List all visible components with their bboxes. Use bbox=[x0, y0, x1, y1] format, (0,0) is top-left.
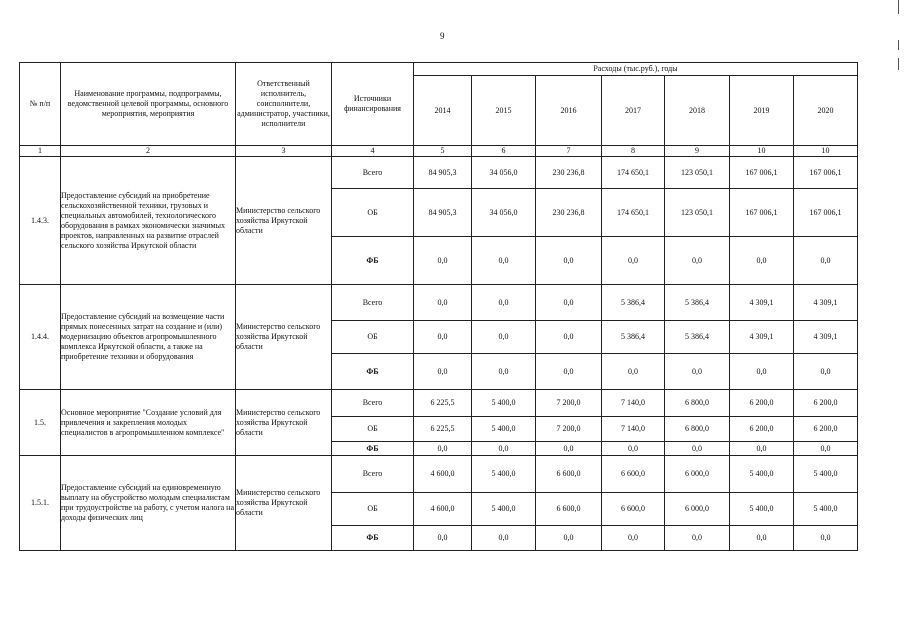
column-number: 1 bbox=[20, 146, 61, 157]
value-cell: 0,0 bbox=[602, 442, 665, 456]
scan-edge-mark bbox=[898, 0, 899, 14]
value-cell: 0,0 bbox=[665, 354, 730, 390]
value-cell: 0,0 bbox=[472, 442, 536, 456]
value-cell: 167 006,1 bbox=[730, 189, 794, 237]
value-cell: 5 400,0 bbox=[794, 493, 858, 526]
header-source: Источники финансирования bbox=[332, 63, 414, 146]
value-cell: 6 200,0 bbox=[794, 390, 858, 417]
source-label: ФБ bbox=[332, 442, 414, 456]
value-cell: 7 200,0 bbox=[536, 417, 602, 442]
value-cell: 230 236,8 bbox=[536, 157, 602, 189]
value-cell: 0,0 bbox=[414, 237, 472, 285]
value-cell: 230 236,8 bbox=[536, 189, 602, 237]
row-index: 1.4.3. bbox=[20, 157, 61, 285]
value-cell: 6 200,0 bbox=[730, 390, 794, 417]
value-cell: 0,0 bbox=[794, 526, 858, 551]
value-cell: 5 400,0 bbox=[472, 456, 536, 493]
column-number: 2 bbox=[61, 146, 236, 157]
value-cell: 0,0 bbox=[414, 285, 472, 321]
value-cell: 0,0 bbox=[536, 285, 602, 321]
header-year: 2015 bbox=[472, 76, 536, 146]
value-cell: 0,0 bbox=[794, 354, 858, 390]
value-cell: 6 600,0 bbox=[536, 456, 602, 493]
column-number: 8 bbox=[602, 146, 665, 157]
value-cell: 0,0 bbox=[472, 237, 536, 285]
value-cell: 0,0 bbox=[794, 237, 858, 285]
value-cell: 6 800,0 bbox=[665, 390, 730, 417]
value-cell: 4 309,1 bbox=[730, 285, 794, 321]
page-number: 9 bbox=[440, 31, 445, 41]
header-year: 2020 bbox=[794, 76, 858, 146]
value-cell: 34 056,0 bbox=[472, 189, 536, 237]
row-responsible: Министерство сельского хозяйства Иркутской области bbox=[236, 157, 332, 285]
value-cell: 7 200,0 bbox=[536, 390, 602, 417]
column-number: 3 bbox=[236, 146, 332, 157]
row-responsible: Министерство сельского хозяйства Иркутской области bbox=[236, 285, 332, 390]
row-index: 1.5.1. bbox=[20, 456, 61, 551]
value-cell: 0,0 bbox=[414, 354, 472, 390]
value-cell: 5 386,4 bbox=[665, 321, 730, 354]
value-cell: 4 309,1 bbox=[794, 321, 858, 354]
header-year: 2019 bbox=[730, 76, 794, 146]
value-cell: 0,0 bbox=[730, 354, 794, 390]
table-row bbox=[20, 456, 858, 493]
value-cell: 174 650,1 bbox=[602, 157, 665, 189]
value-cell: 167 006,1 bbox=[730, 157, 794, 189]
value-cell: 4 309,1 bbox=[730, 321, 794, 354]
value-cell: 0,0 bbox=[602, 354, 665, 390]
header-year: 2018 bbox=[665, 76, 730, 146]
source-label: Всего bbox=[332, 456, 414, 493]
value-cell: 5 386,4 bbox=[602, 321, 665, 354]
value-cell: 5 400,0 bbox=[730, 456, 794, 493]
value-cell: 6 200,0 bbox=[730, 417, 794, 442]
header-year: 2014 bbox=[414, 76, 472, 146]
value-cell: 0,0 bbox=[536, 354, 602, 390]
value-cell: 0,0 bbox=[730, 526, 794, 551]
value-cell: 6 600,0 bbox=[602, 493, 665, 526]
value-cell: 7 140,0 bbox=[602, 417, 665, 442]
column-number: 5 bbox=[414, 146, 472, 157]
value-cell: 0,0 bbox=[730, 442, 794, 456]
row-index: 1.4.4. bbox=[20, 285, 61, 390]
row-name: Предоставление субсидий на возмещение части прямых понесенных затрат на создание и (или) модернизацию объектов агропромышленного комплекса Иркутской области, а также на приобретение техники и оборудования bbox=[61, 285, 236, 390]
value-cell: 0,0 bbox=[472, 526, 536, 551]
table-row bbox=[20, 285, 858, 321]
value-cell: 0,0 bbox=[794, 442, 858, 456]
value-cell: 0,0 bbox=[536, 526, 602, 551]
value-cell: 0,0 bbox=[414, 442, 472, 456]
value-cell: 5 400,0 bbox=[472, 417, 536, 442]
value-cell: 0,0 bbox=[665, 442, 730, 456]
row-index: 1.5. bbox=[20, 390, 61, 456]
table-row bbox=[20, 390, 858, 417]
scan-edge-mark bbox=[898, 58, 899, 70]
source-label: ОБ bbox=[332, 321, 414, 354]
column-number: 7 bbox=[536, 146, 602, 157]
source-label: ОБ bbox=[332, 189, 414, 237]
column-number: 10 bbox=[794, 146, 858, 157]
source-label: Всего bbox=[332, 390, 414, 417]
value-cell: 34 056,0 bbox=[472, 157, 536, 189]
value-cell: 6 000,0 bbox=[665, 456, 730, 493]
value-cell: 6 200,0 bbox=[794, 417, 858, 442]
row-name: Предоставление субсидий на приобретение сельскохозяйственной техники, грузовых и специальных автомобилей, технологического оборудования в рамках экономически значимых проектов, направленных на развитие отраслей сельского хозяйства Иркутской области bbox=[61, 157, 236, 285]
value-cell: 6 000,0 bbox=[665, 493, 730, 526]
source-label: ОБ bbox=[332, 493, 414, 526]
source-label: ОБ bbox=[332, 417, 414, 442]
value-cell: 6 600,0 bbox=[536, 493, 602, 526]
value-cell: 167 006,1 bbox=[794, 189, 858, 237]
value-cell: 5 400,0 bbox=[472, 390, 536, 417]
scan-edge-mark bbox=[898, 40, 899, 50]
row-name: Предоставление субсидий на единовременную выплату на обустройство молодым специалистам при трудоустройстве на работу, с учетом налога на доходы физических лиц bbox=[61, 456, 236, 551]
value-cell: 0,0 bbox=[472, 354, 536, 390]
value-cell: 5 400,0 bbox=[472, 493, 536, 526]
header-responsible: Ответственный исполнитель, соисполнители, администратор, участники, исполнители bbox=[236, 63, 332, 146]
value-cell: 123 050,1 bbox=[665, 189, 730, 237]
column-number: 9 bbox=[665, 146, 730, 157]
value-cell: 6 225,5 bbox=[414, 390, 472, 417]
source-label: Всего bbox=[332, 285, 414, 321]
value-cell: 0,0 bbox=[536, 321, 602, 354]
column-number: 4 bbox=[332, 146, 414, 157]
column-number: 6 bbox=[472, 146, 536, 157]
value-cell: 0,0 bbox=[536, 442, 602, 456]
value-cell: 4 309,1 bbox=[794, 285, 858, 321]
value-cell: 5 400,0 bbox=[794, 456, 858, 493]
source-label: Всего bbox=[332, 157, 414, 189]
value-cell: 0,0 bbox=[536, 237, 602, 285]
header-name: Наименование программы, подпрограммы, ведомственной целевой программы, основного мероприятия, мероприятия bbox=[61, 63, 236, 146]
table-row bbox=[20, 157, 858, 189]
value-cell: 0,0 bbox=[472, 321, 536, 354]
value-cell: 5 386,4 bbox=[665, 285, 730, 321]
value-cell: 0,0 bbox=[730, 237, 794, 285]
row-name: Основное мероприятие "Создание условий для привлечения и закрепления молодых специалистов в агропромышленном комплексе" bbox=[61, 390, 236, 456]
header-expenses: Расходы (тыс.руб.), годы bbox=[414, 63, 858, 76]
value-cell: 0,0 bbox=[602, 526, 665, 551]
row-responsible: Министерство сельского хозяйства Иркутской области bbox=[236, 390, 332, 456]
value-cell: 0,0 bbox=[665, 526, 730, 551]
value-cell: 0,0 bbox=[414, 526, 472, 551]
column-number: 10 bbox=[730, 146, 794, 157]
value-cell: 6 225,5 bbox=[414, 417, 472, 442]
source-label: ФБ bbox=[332, 354, 414, 390]
value-cell: 84 905,3 bbox=[414, 157, 472, 189]
budget-table bbox=[19, 62, 858, 551]
value-cell: 0,0 bbox=[602, 237, 665, 285]
header-year: 2017 bbox=[602, 76, 665, 146]
value-cell: 5 386,4 bbox=[602, 285, 665, 321]
value-cell: 174 650,1 bbox=[602, 189, 665, 237]
source-label: ФБ bbox=[332, 237, 414, 285]
value-cell: 167 006,1 bbox=[794, 157, 858, 189]
value-cell: 84 905,3 bbox=[414, 189, 472, 237]
value-cell: 6 800,0 bbox=[665, 417, 730, 442]
value-cell: 4 600,0 bbox=[414, 456, 472, 493]
value-cell: 5 400,0 bbox=[730, 493, 794, 526]
header-year: 2016 bbox=[536, 76, 602, 146]
value-cell: 0,0 bbox=[665, 237, 730, 285]
value-cell: 4 600,0 bbox=[414, 493, 472, 526]
value-cell: 0,0 bbox=[414, 321, 472, 354]
value-cell: 0,0 bbox=[472, 285, 536, 321]
source-label: ФБ bbox=[332, 526, 414, 551]
value-cell: 6 600,0 bbox=[602, 456, 665, 493]
header-num: № п/п bbox=[20, 63, 61, 146]
row-responsible: Министерство сельского хозяйства Иркутской области bbox=[236, 456, 332, 551]
value-cell: 123 050,1 bbox=[665, 157, 730, 189]
value-cell: 7 140,0 bbox=[602, 390, 665, 417]
